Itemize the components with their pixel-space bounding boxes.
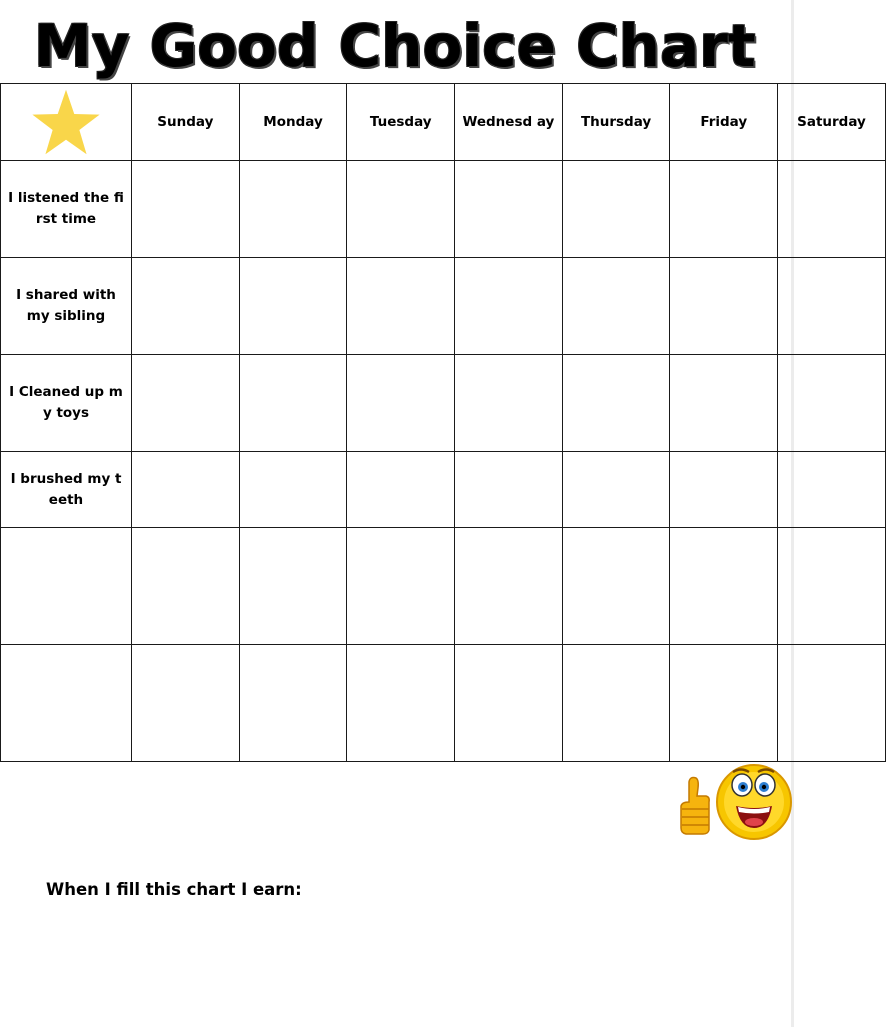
sticker-cell[interactable] [455,645,563,762]
sticker-cell[interactable] [132,528,240,645]
reward-prompt: When I fill this chart I earn: [46,880,302,899]
header-corner-cell [1,84,132,161]
blank-behavior-row [1,645,886,762]
sticker-cell[interactable] [455,355,563,452]
sticker-cell[interactable] [239,645,347,762]
sticker-cell[interactable] [778,528,886,645]
sticker-cell[interactable] [239,528,347,645]
behavior-label: I brushed my teeth [1,452,132,528]
sticker-cell[interactable] [132,258,240,355]
sticker-cell[interactable] [562,528,670,645]
sticker-cell[interactable] [562,258,670,355]
thumbs-up-smiley [676,764,794,844]
sticker-cell[interactable] [562,452,670,528]
behavior-row [1,258,886,355]
sticker-cell[interactable] [778,161,886,258]
day-header-tuesday: Tuesday [347,84,455,161]
sticker-cell[interactable] [455,528,563,645]
sticker-cell[interactable] [670,528,778,645]
sticker-cell[interactable] [778,355,886,452]
sticker-cell[interactable] [455,258,563,355]
sticker-cell[interactable] [347,161,455,258]
smiley-face-icon [717,765,791,839]
day-header-friday: Friday [670,84,778,161]
sticker-cell[interactable] [455,452,563,528]
sticker-cell[interactable] [778,645,886,762]
sticker-cell[interactable] [670,161,778,258]
sticker-cell[interactable] [239,452,347,528]
blank-behavior-row [1,528,886,645]
day-header-saturday: Saturday [778,84,886,161]
sticker-cell[interactable] [455,161,563,258]
thumbs-up-smiley-graphic [676,764,794,844]
sticker-cell[interactable] [670,258,778,355]
behavior-row [1,161,886,258]
sticker-cell[interactable] [132,355,240,452]
sticker-cell[interactable] [132,452,240,528]
sticker-cell[interactable] [347,355,455,452]
behavior-label: I shared with my sibling [1,258,132,355]
thumbs-up-icon [681,778,709,835]
sticker-cell[interactable] [778,452,886,528]
sticker-cell[interactable] [670,452,778,528]
sticker-cell[interactable] [132,645,240,762]
sticker-cell[interactable] [670,355,778,452]
page-title: My Good Choice Chart [34,12,756,80]
day-header-sunday: Sunday [132,84,240,161]
behavior-row [1,355,886,452]
behavior-label[interactable] [1,645,132,762]
sticker-cell[interactable] [347,258,455,355]
sticker-cell[interactable] [347,452,455,528]
behavior-label[interactable] [1,528,132,645]
behavior-label: I Cleaned up my toys [1,355,132,452]
sticker-cell[interactable] [347,645,455,762]
day-header-thursday: Thursday [562,84,670,161]
sticker-cell[interactable] [239,355,347,452]
sticker-cell[interactable] [239,161,347,258]
sticker-cell[interactable] [670,645,778,762]
good-choice-chart [0,83,886,762]
sticker-cell[interactable] [778,258,886,355]
sticker-cell[interactable] [239,258,347,355]
behavior-label: I listened the first time [1,161,132,258]
sticker-cell[interactable] [562,645,670,762]
star-icon [31,88,101,156]
day-header-monday: Monday [239,84,347,161]
behavior-row [1,452,886,528]
sticker-cell[interactable] [562,355,670,452]
sticker-cell[interactable] [562,161,670,258]
sticker-cell[interactable] [347,528,455,645]
header-row [1,84,886,161]
sticker-cell[interactable] [132,161,240,258]
day-header-wednesday: Wednesd ay [455,84,563,161]
